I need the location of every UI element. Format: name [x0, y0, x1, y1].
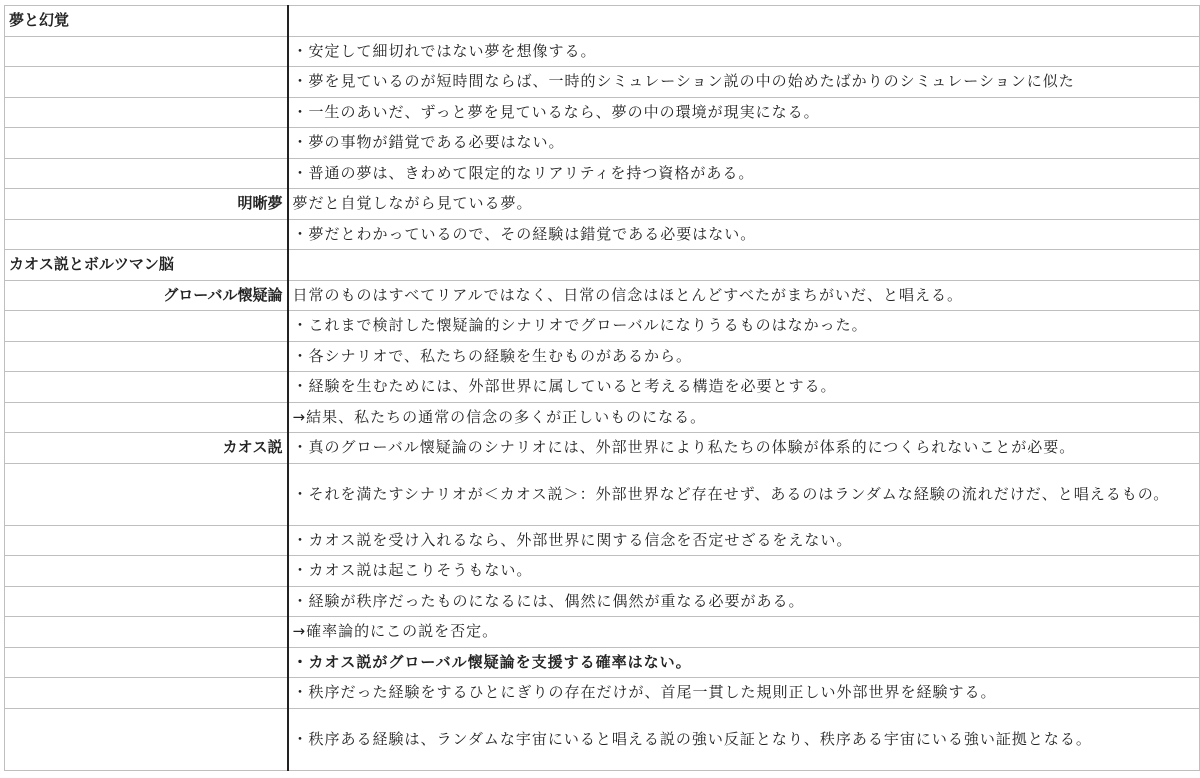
- row-text: ・カオス説は起こりそうもない。: [288, 556, 1200, 587]
- table-row: [5, 219, 1200, 250]
- notes-table: [4, 5, 1200, 771]
- row-label: [5, 128, 288, 159]
- table-row: [5, 647, 1200, 678]
- row-text: ・これまで検討した懐疑論的シナリオでグローバルになりうるものはなかった。: [288, 311, 1200, 342]
- section-heading: カオス説とボルツマン脳: [5, 250, 288, 281]
- table-row: [5, 402, 1200, 433]
- table-row: [5, 128, 1200, 159]
- row-label: [5, 341, 288, 372]
- row-text: ・安定して細切れではない夢を想像する。: [288, 36, 1200, 67]
- row-text: ・夢だとわかっているので、その経験は錯覚である必要はない。: [288, 219, 1200, 250]
- table-row: [5, 158, 1200, 189]
- term-label: 明晰夢: [5, 189, 288, 220]
- row-label: [5, 67, 288, 98]
- row-text: ・真のグローバル懐疑論のシナリオには、外部世界により私たちの体験が体系的につくられないことが必要。: [288, 433, 1200, 464]
- table-row: [5, 280, 1200, 311]
- table-row: [5, 36, 1200, 67]
- table-row: [5, 189, 1200, 220]
- table-row: [5, 67, 1200, 98]
- row-label: [5, 372, 288, 403]
- row-label: [5, 463, 288, 525]
- table-row: [5, 525, 1200, 556]
- row-label: [5, 678, 288, 709]
- row-text: ・夢を見ているのが短時間ならば、一時的シミュレーション説の中の始めたばかりのシミュレーションに似た: [288, 67, 1200, 98]
- row-text: ・経験を生むためには、外部世界に属していると考える構造を必要とする。: [288, 372, 1200, 403]
- row-text: [288, 6, 1200, 37]
- table-row: [5, 6, 1200, 37]
- row-text: ・経験が秩序だったものになるには、偶然に偶然が重なる必要がある。: [288, 586, 1200, 617]
- row-text-emphasis: ・カオス説がグローバル懐疑論を支援する確率はない。: [288, 647, 1200, 678]
- row-text: ・各シナリオで、私たちの経験を生むものがあるから。: [288, 341, 1200, 372]
- table-row: [5, 97, 1200, 128]
- row-label: [5, 219, 288, 250]
- table-row: [5, 708, 1200, 770]
- row-label: [5, 36, 288, 67]
- table-row: [5, 311, 1200, 342]
- table-row: [5, 463, 1200, 525]
- row-label: [5, 647, 288, 678]
- table-row: [5, 341, 1200, 372]
- row-label: [5, 97, 288, 128]
- row-text: ・夢の事物が錯覚である必要はない。: [288, 128, 1200, 159]
- row-text: ・それを満たすシナリオが＜カオス説＞：外部世界など存在せず、あるのはランダムな経験の流れだけだ、と唱えるもの。: [288, 463, 1200, 525]
- row-text: ・カオス説を受け入れるなら、外部世界に関する信念を否定せざるをえない。: [288, 525, 1200, 556]
- row-text: [288, 250, 1200, 281]
- table-row: [5, 433, 1200, 464]
- row-text: ・秩序ある経験は、ランダムな宇宙にいると唱える説の強い反証となり、秩序ある宇宙にいる強い証拠となる。: [288, 708, 1200, 770]
- row-label: [5, 586, 288, 617]
- row-label: [5, 311, 288, 342]
- row-text: 夢だと自覚しながら見ている夢。: [288, 189, 1200, 220]
- table-row: [5, 617, 1200, 648]
- table-row: [5, 586, 1200, 617]
- row-label: [5, 708, 288, 770]
- table-row: [5, 556, 1200, 587]
- row-label: [5, 402, 288, 433]
- row-text: →確率論的にこの説を否定。: [288, 617, 1200, 648]
- term-label: カオス説: [5, 433, 288, 464]
- table-row: [5, 250, 1200, 281]
- section-heading: 夢と幻覚: [5, 6, 288, 37]
- table-row: [5, 372, 1200, 403]
- row-label: [5, 158, 288, 189]
- row-text: ・一生のあいだ、ずっと夢を見ているなら、夢の中の環境が現実になる。: [288, 97, 1200, 128]
- row-text: ・秩序だった経験をするひとにぎりの存在だけが、首尾一貫した規則正しい外部世界を経験する。: [288, 678, 1200, 709]
- row-text: 日常のものはすべてリアルではなく、日常の信念はほとんどすべたがまちがいだ、と唱える。: [288, 280, 1200, 311]
- row-label: [5, 525, 288, 556]
- row-label: [5, 617, 288, 648]
- table-row: [5, 678, 1200, 709]
- term-label: グローバル懐疑論: [5, 280, 288, 311]
- row-text: →結果、私たちの通常の信念の多くが正しいものになる。: [288, 402, 1200, 433]
- row-text: ・普通の夢は、きわめて限定的なリアリティを持つ資格がある。: [288, 158, 1200, 189]
- row-label: [5, 556, 288, 587]
